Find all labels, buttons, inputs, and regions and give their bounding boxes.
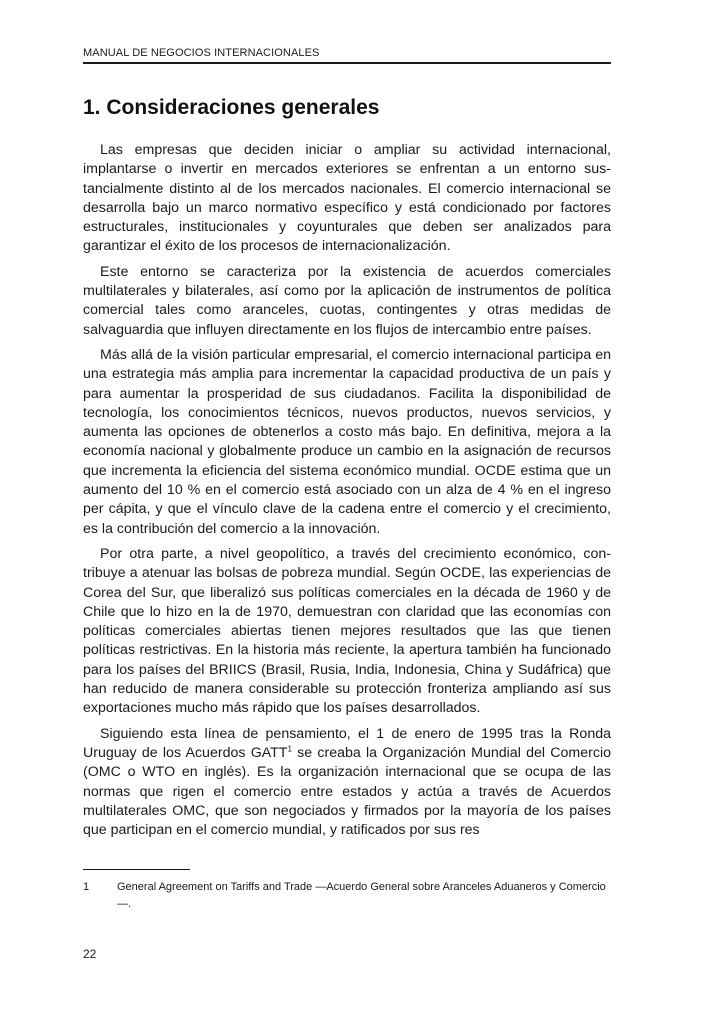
paragraph-3: Más allá de la visión particular empresarial, el comercio internacional participa en una estrategia más amplia para incrementar la capacidad productiva de un país y para aumentar la prosperidad de sus ciudadanos. Facilita la disponibilidad de tecnología, los conocimientos técnicos, nuevos productos, nuevos servicios, y aumenta las opciones de obtenerlos a costo más bajo. En definitiva, mejora a la economía nacional y globalmente produce un cambio en la asignación de recursos que incrementa la eficiencia del sistema económico mundial. OCDE estima que un aumento del 10 % en el comercio está asociado con un alza de 4 % en el ingreso per cápita, y que el vínculo clave de la cadena entre el comercio y el crecimiento, es la contribución del comercio a la innovación. bbox=[83, 346, 611, 537]
running-header: MANUAL DE NEGOCIOS INTERNACIONALES bbox=[83, 47, 320, 59]
paragraph-1: Las empresas que deciden iniciar o ampliar su actividad internacional, implantarse o invertir en mercados exteriores se enfrentan a un entorno sustancialmente distinto al de los mercados nacionales. El comercio internacional se desarrolla bajo un marco normativo específico y está condicionado por factores estructurales, institucionales y coyunturales que deben ser analizados para garantizar el éxito de los procesos de internacionalización. bbox=[83, 142, 611, 255]
footnote bbox=[83, 879, 611, 913]
header-rule bbox=[83, 62, 611, 64]
body-text bbox=[83, 141, 611, 846]
paragraph-5-end: se creaba la Organización Mundial del Comercio (OMC o WTO en inglés). Es la organización internacional que se ocupa de las normas que rigen el comercio entre estados y actúa a través de Acuerdos multilaterales OMC, que son negociados y firmados por la mayoría de los países que participan en el comercio mundial, y ratificados por sus res bbox=[83, 744, 611, 839]
paragraph-5-start: Siguiendo esta línea de pensamiento, el 1 de enero de 1995 tras la Ronda Uruguay de los Acuerdos GATT bbox=[83, 725, 611, 761]
footnote-number: 1 bbox=[83, 881, 90, 893]
footnote-separator bbox=[83, 869, 190, 870]
footnote-text: General Agreement on Tariffs and Trade —Acuerdo General sobre Aranceles Aduaneros y Comercio—. bbox=[117, 881, 606, 910]
paragraph-2: Este entorno se caracteriza por la existencia de acuerdos comerciales multilaterales y bilaterales, así como por la aplicación de instrumentos de política comercial tales como aranceles, cuotas, contingentes y otras medidas de salvaguardia que influyen directamente en los flujos de intercambio entre países. bbox=[83, 263, 611, 338]
paragraph-5 bbox=[83, 725, 611, 841]
footnote-reference[interactable]: 1 bbox=[287, 744, 292, 754]
paragraph-4: Por otra parte, a nivel geopolítico, a través del crecimiento económico, contribuye a atenuar las bolsas de pobreza mundial. Según OCDE, las experiencias de Corea del Sur, que liberalizó sus políticas comerciales en la década de 1960 y de Chile que lo hizo en la de 1970, demuestran con claridad que las economías con políticas comerciales abiertas tienen mejores resultados que las que tienen políticas restrictivas. En la historia más reciente, la apertura también ha funcionado para los países del BRIICS (Brasil, Rusia, India, Indonesia, China y Sudáfrica) que han reducido de manera considerable su protección fronteriza ampliando así sus exportaciones mucho más rápido que los países desarrollados. bbox=[83, 545, 611, 717]
page-number: 22 bbox=[83, 947, 97, 961]
section-title: 1. Consideraciones generales bbox=[83, 96, 380, 119]
